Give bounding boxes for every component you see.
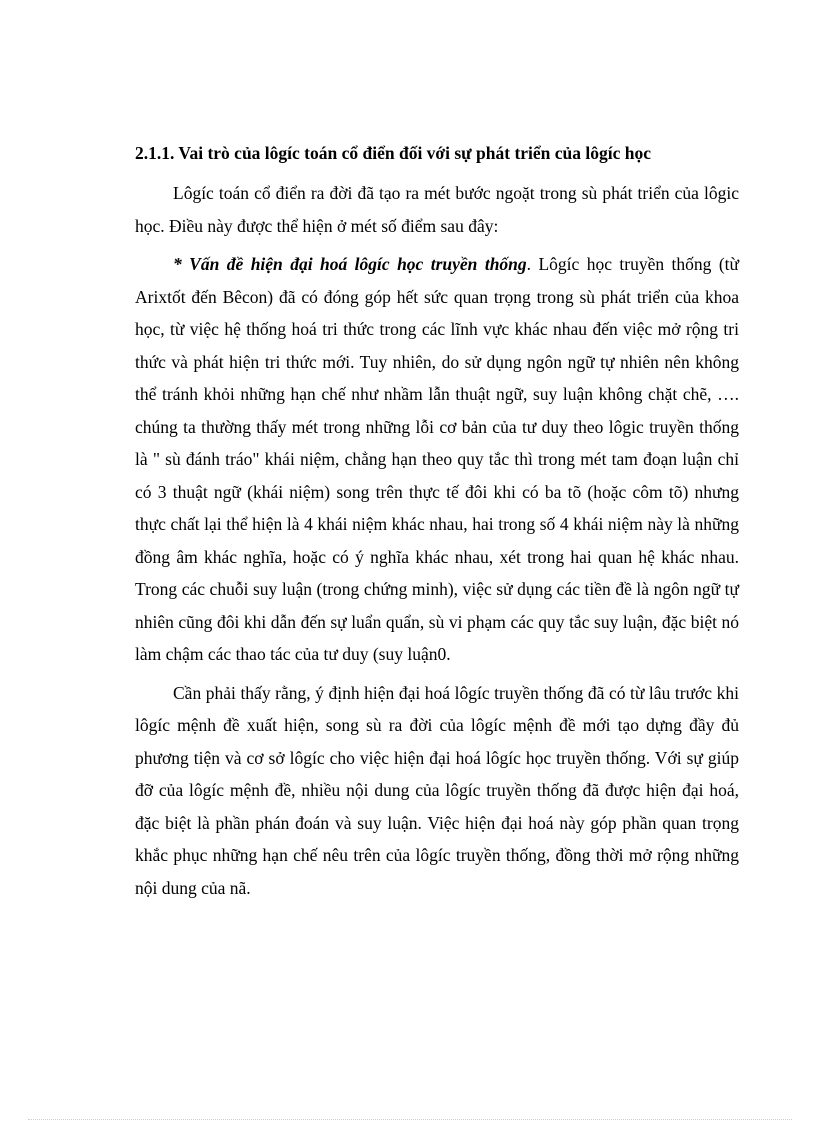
paragraph-conclusion <box>135 677 739 905</box>
paragraph-lead: * Vấn đề hiện đại hoá lôgíc học truyền thống <box>173 254 527 274</box>
document-body <box>135 139 739 910</box>
section-heading: 2.1.1. Vai trò của lôgíc toán cổ điển đối với sự phát triển của lôgíc học <box>135 143 652 163</box>
paragraph-text: . Lôgíc học truyền thống (từ Arixtốt đến Bêcon) đã có đóng góp hết sức quan trọng trong sù phát triển của khoa học, từ việc hệ thống hoá tri thức trong các lĩnh vực khác nhau đến việc mở rộng tri thức và phát hiện tri thức mới. Tuy nhiên, do sử dụng ngôn ngữ tự nhiên nên không thể tránh khỏi những hạn chế như nhầm lẫn thuật ngữ, suy luận không chặt chẽ, …. chúng ta thường thấy mét trong những lỗi cơ bản của tư duy theo lôgic truyền thống là " sù đánh tráo" khái niệm, chẳng hạn theo quy tắc thì trong mét tam đoạn luận chỉ có 3 thuật ngữ (khái niệm) song trên thực tế đôi khi có ba tõ (hoặc côm tõ) nhưng thực chất lại thể hiện là 4 khái niệm khác nhau, hai trong số 4 khái niệm này là những đồng âm khác nghĩa, hoặc có ý nghĩa khác nhau, xét trong hai quan hệ khác nhau. Trong các chuỗi suy luận (trong chứng minh), việc sử dụng các tiền đề là ngôn ngữ tự nhiên cũng đôi khi dẫn đến sự luẩn quẩn, sù vi phạm các quy tắc suy luận, đặc biệt nó làm chậm các thao tác của tư duy (suy luận0. <box>135 254 739 664</box>
paragraph-intro <box>135 177 739 242</box>
paragraph-modernization <box>135 248 739 671</box>
footer-divider <box>28 1119 792 1120</box>
paragraph-text: Lôgíc toán cổ điển ra đời đã tạo ra mét bước ngoặt trong sù phát triển của lôgic học. Điều này được thể hiện ở mét số điểm sau đây: <box>135 183 739 236</box>
paragraph-text: Cần phải thấy rằng, ý định hiện đại hoá lôgíc truyền thống đã có từ lâu trước khi lôgíc mệnh đề xuất hiện, song sù ra đời của lôgíc mệnh đề mới tạo dựng đầy đủ phương tiện và cơ sở lôgíc cho việc hiện đại hoá lôgíc học truyền thống. Với sự giúp đỡ của lôgíc mệnh đề, nhiều nội dung của lôgíc truyền thống đã được hiện đại hoá, đặc biệt là phần phán đoán và suy luận. Việc hiện đại hoá này góp phần quan trọng khắc phục những hạn chế nêu trên của lôgíc truyền thống, đồng thời mở rộng những nội dung của nã. <box>135 682 739 898</box>
